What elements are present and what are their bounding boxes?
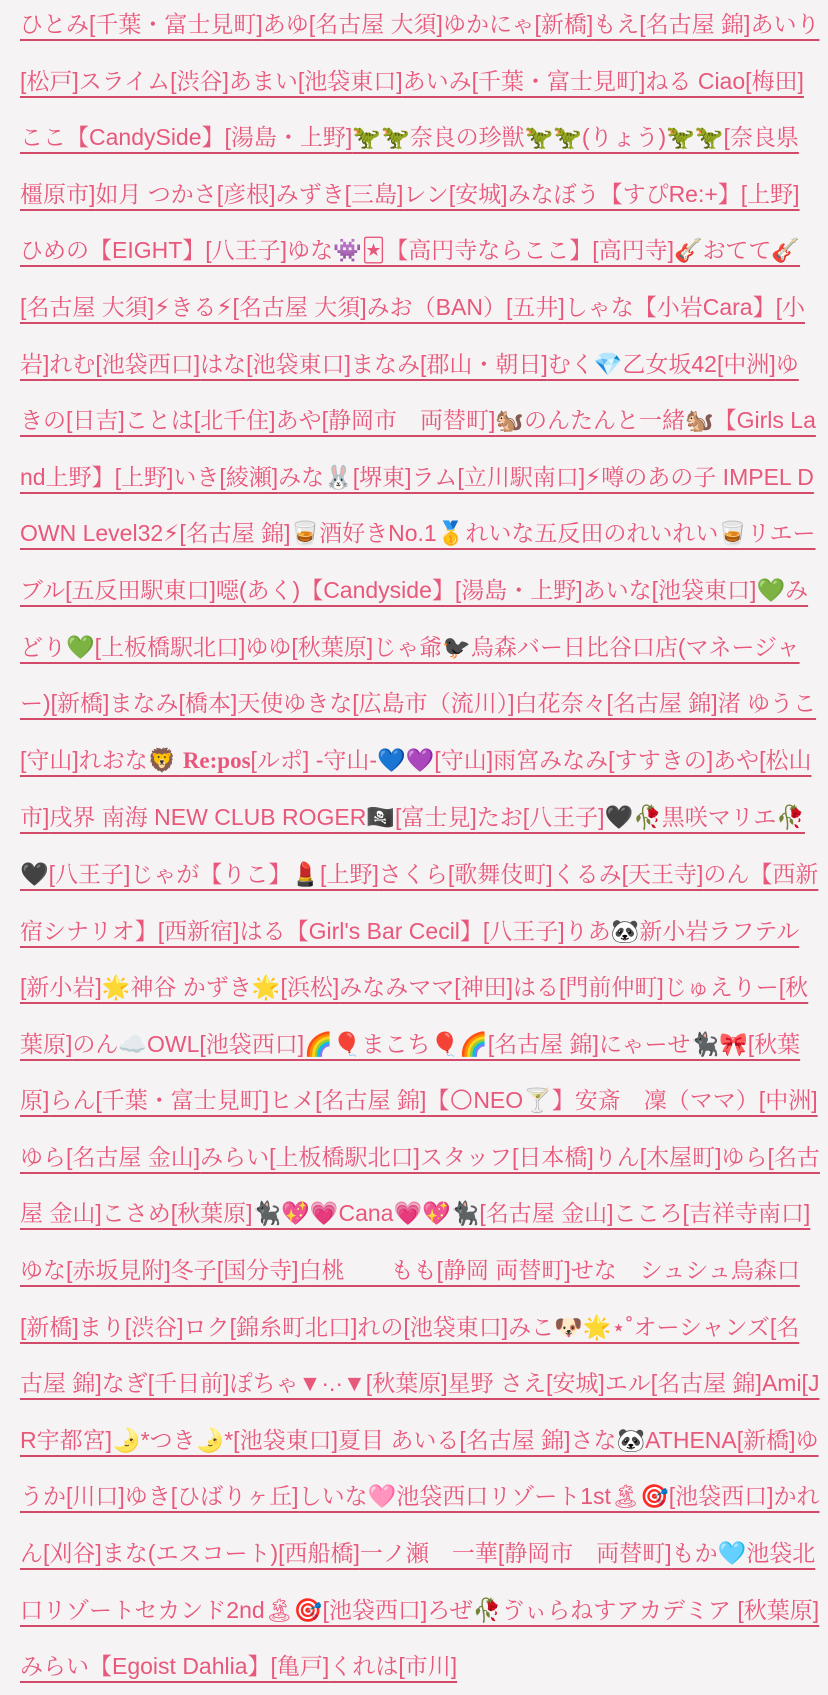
profile-link[interactable]: みらい[上板橋駅北口] — [200, 1143, 420, 1170]
profile-link[interactable]: こころ[吉祥寺南口] — [613, 1200, 811, 1227]
profile-link[interactable]: ことは[北千住] — [124, 407, 276, 434]
profile-link[interactable]: あいり[松戸] — [20, 11, 820, 94]
profile-link[interactable]: さな🐼ATHENA[新橋] — [570, 1426, 796, 1453]
profile-link[interactable]: エル[名古屋 錦] — [604, 1370, 762, 1397]
profile-link[interactable]: みらい【Egoist Dahlia】[亀戸] — [20, 1653, 330, 1680]
profile-link[interactable]: まり[渋谷] — [78, 1313, 184, 1340]
profile-link[interactable]: ゆら[名古屋 金山] — [20, 1143, 201, 1170]
profile-link[interactable]: りん[木屋町] — [593, 1143, 722, 1170]
profile-link[interactable]: なぎ[千日前] — [101, 1370, 230, 1397]
profile-link[interactable]: あゆ[名古屋 大須] — [262, 11, 443, 37]
profile-link[interactable]: たお[八王子] — [476, 804, 605, 831]
profile-link[interactable]: 冬子[国分寺] — [170, 1257, 299, 1284]
profile-link[interactable]: 🌛*つき🌛*[池袋東口] — [112, 1426, 338, 1453]
profile-link[interactable]: れむ[池袋西口] — [49, 350, 201, 377]
profile-link[interactable]: あいな[池袋東口] — [582, 576, 757, 603]
profile-link[interactable]: レン[安城] — [403, 180, 508, 207]
profile-link[interactable]: のん☁️OWL[池袋西口] — [72, 1030, 305, 1057]
profile-link[interactable]: 白花奈々[名古屋 錦] — [514, 690, 718, 717]
profile-link[interactable]: みなぼう【すぴRe:+】[上野] — [507, 180, 800, 207]
profile-link[interactable]: 💚みどり💚[上板橋駅北口] — [20, 576, 809, 660]
profile-link[interactable]: むく💎乙女坂42[中洲] — [547, 350, 776, 377]
profile-link[interactable]: もか🩵池袋北口リゾートセカンド2nd🏝🎯[池袋西口] — [20, 1540, 816, 1623]
profile-link[interactable]: みお（BAN）[五井] — [366, 293, 565, 320]
profile-link[interactable]: ひめの【EIGHT】[八王子] — [20, 237, 288, 264]
profile-link[interactable]: はな[池袋東口] — [200, 350, 351, 377]
profile-link[interactable]: こさめ[秋葉原] — [101, 1200, 253, 1227]
profile-link[interactable]: ぽちゃ▼·.·▼[秋葉原] — [229, 1370, 448, 1397]
profile-link[interactable]: れおな🦁 Re:pos[ルポ] -守山-💙💜[守山] — [78, 746, 494, 773]
profile-link[interactable]: ひとみ[千葉・富士見町] — [20, 11, 263, 37]
profile-link[interactable]: みずき[三島] — [275, 180, 404, 207]
profile-link[interactable]: 雨宮みなみ[すすきの] — [493, 746, 714, 773]
profile-link[interactable]: はる【Girl's Bar Cecil】[八王子] — [239, 917, 565, 944]
profile-link[interactable]: せな シュシュ烏森口[新橋] — [20, 1257, 800, 1340]
profile-link[interactable]: ゆきの[日吉] — [20, 350, 799, 434]
profile-link[interactable]: 🌟神谷 かずき🌟[浜松] — [101, 974, 340, 1001]
profile-link[interactable]: 一ノ瀬 一華[静岡市 両替町] — [359, 1540, 672, 1567]
profile-link[interactable]: 🌈🎈まこち🎈🌈[名古屋 錦] — [304, 1030, 599, 1057]
profile-link[interactable]: 白桃 もも[静岡 両替町] — [298, 1257, 571, 1284]
profile-link[interactable]: ゆな[赤坂見附] — [20, 1257, 171, 1284]
profile-link[interactable]: くるみ[天王寺] — [552, 860, 704, 887]
profile-link[interactable]: れの[池袋東口] — [357, 1313, 509, 1340]
profile-link[interactable]: らん[千葉・富士見町] — [49, 1087, 270, 1114]
profile-link[interactable]: 如月 つかさ[彦根] — [95, 180, 276, 207]
profile-link[interactable]: ここ【CandySide】[湯島・上野] — [20, 124, 353, 151]
profile-link[interactable]: ⚡噂のあの子 IMPEL DOWN Level32⚡[名古屋 錦] — [20, 463, 814, 547]
profile-link[interactable]: ゆら[名古屋 金山] — [20, 1143, 820, 1227]
profile-link[interactable]: さくら[歌舞伎町] — [378, 860, 553, 887]
profile-link[interactable]: りあ🐼新小岩ラフテル[新小岩] — [20, 917, 800, 1001]
profile-link[interactable]: じゃが【りこ】💄[上野] — [130, 860, 379, 887]
profile-link[interactable]: ヒメ[名古屋 錦] — [269, 1087, 427, 1114]
profile-link[interactable]: ⚡きる⚡[名古屋 大須] — [154, 293, 367, 320]
profile-link[interactable]: ラム[立川駅南口] — [411, 463, 586, 490]
profile-link[interactable]: 🥃酒好きNo.1🥇れいな五反田のれいれい🥃リエーブル[五反田駅東口] — [20, 520, 816, 603]
profile-link[interactable]: 戌界 南海 NEW CLUB ROGER🏴‍☠️[富士見] — [49, 804, 477, 831]
profile-link[interactable]: はる[門前仲町] — [513, 974, 664, 1001]
profile-link[interactable]: スライム[渋谷] — [78, 67, 229, 94]
profile-link[interactable]: 🖤🥀黒咲マリエ🥀🖤[八王子] — [20, 804, 805, 887]
profile-link[interactable]: ゆうか[川口] — [20, 1426, 819, 1510]
profile-link[interactable]: みな🐰[堺東] — [278, 463, 412, 490]
profile-link[interactable]: 🐿️のんたんと一緒🐿️【Girls Land上野】[上野] — [20, 407, 816, 490]
profile-link[interactable]: 天使ゆきな[広島市（流川）] — [237, 690, 515, 717]
profile-link[interactable]: 🦖🦖奈良の珍獣🦖🦖(りょう)🦖🦖[奈良県橿原市] — [20, 124, 799, 207]
profile-link[interactable]: じゅえりー[秋葉原] — [20, 974, 809, 1057]
profile-link[interactable]: ゆき[ひばりヶ丘] — [124, 1483, 299, 1510]
profile-link[interactable]: 🎸おてて🎸[名古屋 大須] — [20, 237, 801, 320]
profile-link[interactable]: ゆかにゃ[新橋] — [442, 11, 594, 37]
profile-link[interactable]: ロク[錦糸町北口] — [183, 1313, 358, 1340]
profile-link[interactable]: じゃ爺🐦‍⬛烏森バー日比谷口店(マネージャー)[新橋] — [20, 633, 800, 717]
profile-link[interactable]: ゆな👾🃏【高円寺ならここ】[高円寺] — [287, 237, 675, 264]
profile-link[interactable]: あまい[池袋東口] — [228, 67, 403, 94]
profile-link[interactable]: まな(エスコート)[西船橋] — [101, 1540, 360, 1567]
profile-link[interactable]: 渚 ゆうこ[守山] — [20, 690, 817, 773]
profile-link[interactable]: くれは[市川] — [329, 1653, 458, 1680]
profile-link[interactable]: まなみ[郡山・朝日] — [350, 350, 548, 377]
profile-link[interactable]: 噁(あく)【Candyside】[湯島・上野] — [215, 576, 583, 603]
profile-link[interactable]: しいな🩷池袋西口リゾート1st🏝🎯[池袋西口] — [298, 1483, 774, 1510]
profile-link[interactable]: いき[綾瀬] — [173, 463, 279, 490]
profile-link[interactable]: あや[松山市] — [20, 746, 812, 831]
profile-link[interactable]: まなみ[橋本] — [109, 690, 238, 717]
profile-link[interactable]: ろぜ🥀ゔぃらねすアカデミア [秋葉原] — [427, 1596, 820, 1623]
profile-link[interactable]: あや[静岡市 両替町] — [275, 407, 496, 434]
profile-link[interactable]: もえ[名古屋 錦] — [593, 11, 751, 37]
profile-link[interactable]: 星野 さえ[安城] — [447, 1370, 605, 1397]
profile-link[interactable]: かれん[刈谷] — [20, 1483, 820, 1567]
profile-link[interactable]: 🐈‍⬛💖💗Cana💗💖🐈‍⬛[名古屋 金山] — [252, 1200, 614, 1227]
profile-link[interactable]: みこ🐶🌟⋆˚オーシャンズ[名古屋 錦] — [20, 1313, 800, 1397]
profile-link[interactable]: のん【西新宿シナリオ】[西新宿] — [20, 860, 819, 944]
profile-link[interactable]: Ami[JR宇都宮] — [20, 1370, 820, 1453]
profile-link[interactable]: スタッフ[日本橋] — [419, 1143, 594, 1170]
profile-link[interactable]: にゃーせ🐈‍⬛🎀[秋葉原] — [20, 1030, 801, 1114]
profile-link[interactable]: 夏目 あいる[名古屋 錦] — [337, 1426, 571, 1453]
profile-link[interactable]: みなみママ[神田] — [339, 974, 514, 1001]
profile-link-bold-text: Re:pos — [182, 747, 251, 773]
profile-link[interactable]: ゆゆ[秋葉原] — [245, 633, 374, 660]
profile-link[interactable]: あいみ[千葉・富士見町] — [402, 67, 646, 94]
profile-link[interactable]: ねる Ciao[梅田] — [645, 67, 804, 94]
profile-link[interactable]: しゃな【小岩Cara】[小岩] — [20, 293, 805, 377]
profile-link[interactable]: 【🌕NEO🍸】安斎 凜（ママ）[中洲] — [426, 1087, 818, 1114]
